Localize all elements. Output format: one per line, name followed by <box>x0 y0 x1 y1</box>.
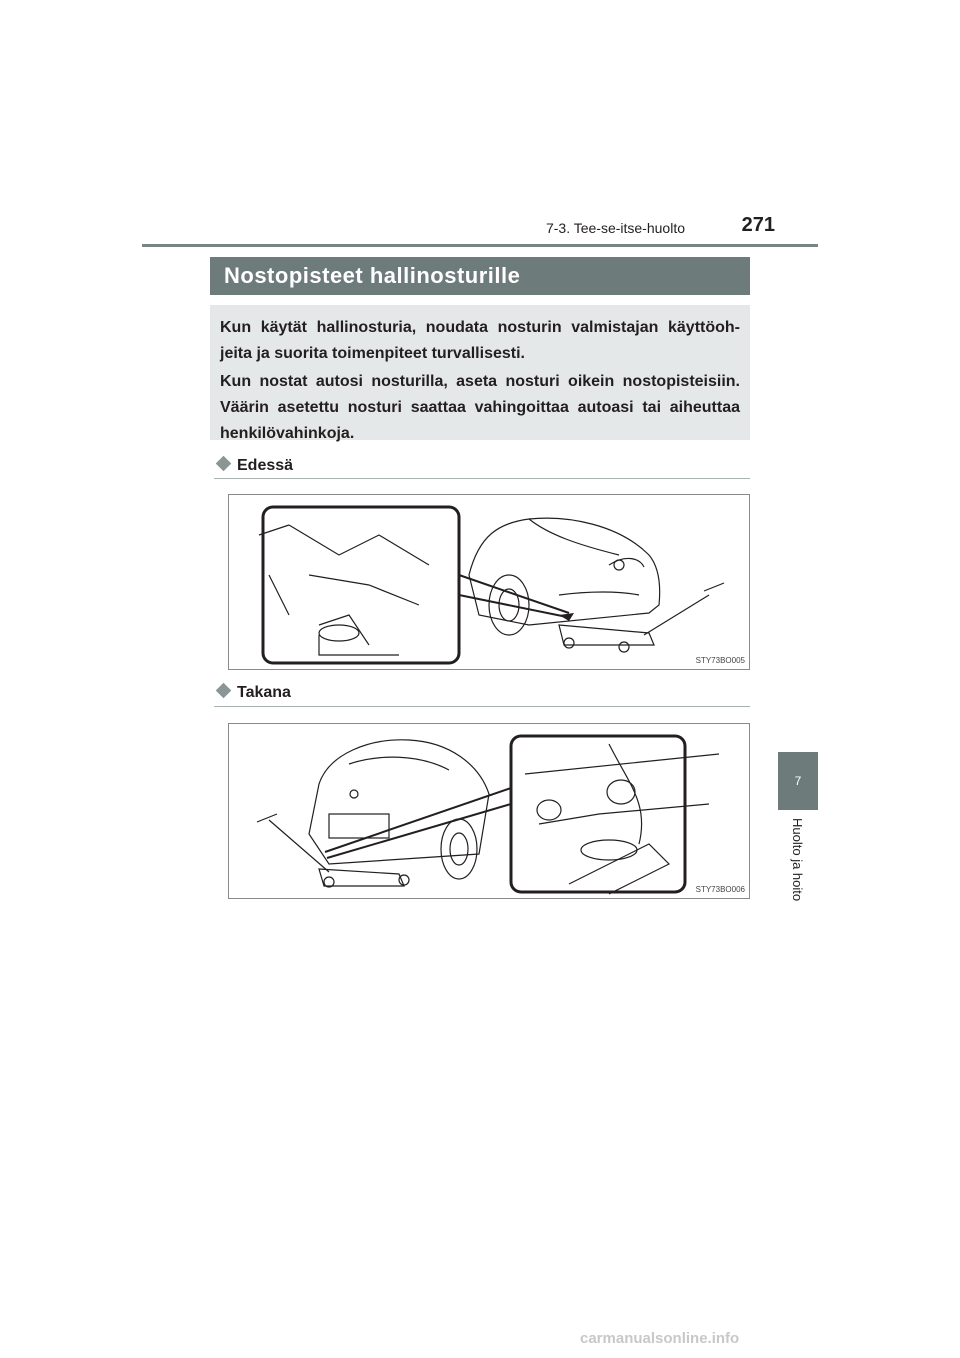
intro-paragraph-2: Kun nostat autosi nosturilla, aseta nosturi oikein nostopisteisiin. Väärin asetettu nosturi saattaa vahingoittaa autoasi tai aiheuttaa henkilövahinkoja. <box>220 373 740 442</box>
subheading-rule <box>214 478 750 479</box>
rear-jack-illustration <box>229 724 749 898</box>
figure-front-jack-points <box>228 494 750 670</box>
intro-box <box>210 305 750 440</box>
front-jack-illustration <box>229 495 749 669</box>
figure-rear-code: STY73BO006 <box>695 885 745 894</box>
diamond-bullet-icon <box>216 456 232 472</box>
section-title: Nostopisteet hallinosturille <box>224 263 521 288</box>
diamond-bullet-icon <box>216 683 232 699</box>
figure-rear-jack-points <box>228 723 750 899</box>
intro-paragraph-1: Kun käytät hallinosturia, noudata nosturin valmistajan käyttöoh-jeita ja suorita toimenpiteet turvallisesti. <box>220 319 740 362</box>
subheading-rear <box>214 684 291 702</box>
watermark: carmanualsonline.info <box>580 1330 740 1347</box>
figure-front-code: STY73BO005 <box>695 656 745 665</box>
subheading-front-text: Edessä <box>237 457 294 474</box>
header-rule <box>142 244 818 247</box>
chapter-tab: 7 <box>778 752 818 810</box>
page-number: 271 <box>741 214 775 236</box>
chapter-label-text: Huolto ja hoito <box>790 818 805 902</box>
section-banner <box>210 257 750 295</box>
subheading-front <box>214 457 293 475</box>
subheading-rear-text: Takana <box>237 684 291 701</box>
header-section-label: 7-3. Tee-se-itse-huolto <box>545 220 685 236</box>
chapter-label <box>778 818 818 918</box>
subheading-rule <box>214 706 750 707</box>
